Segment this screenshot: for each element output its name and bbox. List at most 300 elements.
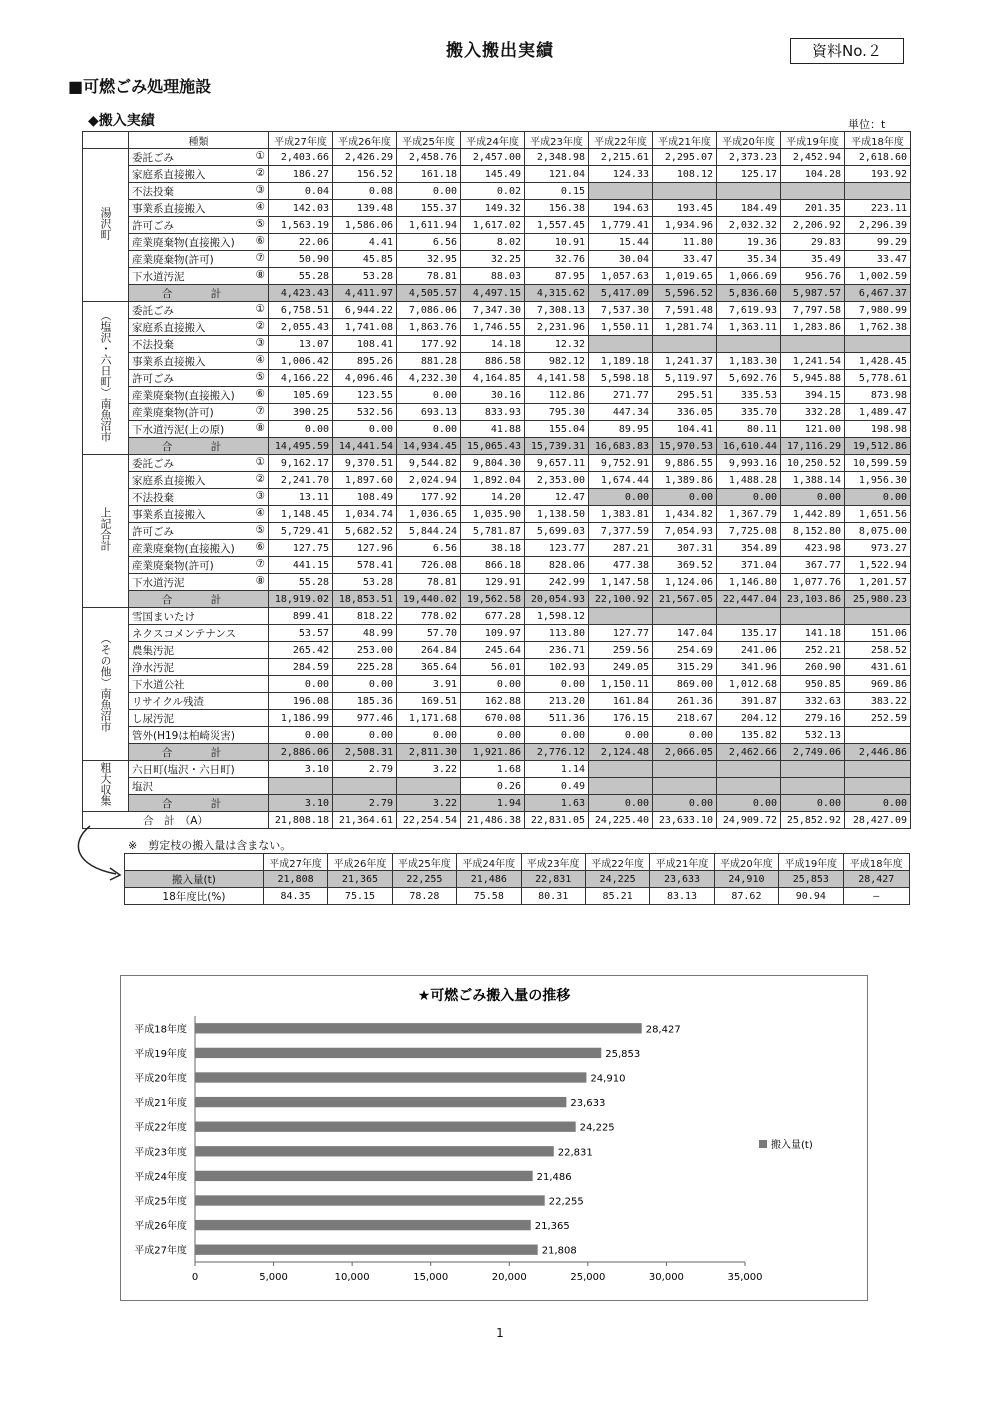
y-category-label: 平成25年度: [134, 1196, 187, 1208]
table-cell: 123.55: [333, 387, 397, 404]
header-year: 平成22年度: [585, 854, 649, 871]
table-cell: 1,138.50: [525, 506, 589, 523]
table-cell: 3.10: [269, 761, 333, 778]
table-cell: 6.56: [397, 540, 461, 557]
table-cell: [589, 183, 653, 200]
group-name: （その他）南魚沼市: [99, 632, 112, 732]
table-cell: 185.36: [333, 693, 397, 710]
row-label: [129, 608, 269, 625]
row-label-text: 産業廃棄物(直接搬入): [132, 236, 235, 249]
table-cell: 982.12: [525, 353, 589, 370]
table-cell: 198.98: [845, 421, 911, 438]
table-cell: 0.00: [525, 727, 589, 744]
row-label: [129, 472, 269, 489]
table-cell: 15.44: [589, 234, 653, 251]
table-cell: [845, 727, 911, 744]
row-label-text: 委託ごみ: [132, 304, 174, 317]
total-cell: 21,567.05: [653, 591, 717, 608]
row-marker: ①: [255, 302, 265, 315]
chart-bar: [195, 1048, 601, 1058]
table-cell: 7,725.08: [717, 523, 781, 540]
table-cell: 315.29: [653, 659, 717, 676]
table-cell: 5,682.52: [333, 523, 397, 540]
table-row: [83, 217, 911, 234]
table-cell: 194.63: [589, 200, 653, 217]
table-cell: 1,186.99: [269, 710, 333, 727]
total-cell: 0.00: [653, 795, 717, 812]
table-cell: 532.56: [333, 404, 397, 421]
group-total-row: [83, 438, 911, 455]
table-cell: 9,804.30: [461, 455, 525, 472]
row-label-text: 浄水汚泥: [132, 661, 174, 674]
table-cell: 0.00: [333, 421, 397, 438]
bar-value-label: 23,633: [570, 1098, 606, 1110]
table-cell: 5,844.24: [397, 523, 461, 540]
table-cell: 108.41: [333, 336, 397, 353]
table-cell: 0.00: [717, 489, 781, 506]
table-row: [83, 778, 911, 795]
total-cell: 4,497.15: [461, 285, 525, 302]
table-cell: 307.31: [653, 540, 717, 557]
bar-value-label: 21,808: [541, 1245, 577, 1257]
table-cell: 45.85: [333, 251, 397, 268]
table-cell: [653, 336, 717, 353]
table-cell: 7,591.48: [653, 302, 717, 319]
table-cell: 1,189.18: [589, 353, 653, 370]
y-category-label: 平成24年度: [134, 1171, 187, 1183]
table-cell: 55.28: [269, 574, 333, 591]
table-cell: 2.79: [333, 761, 397, 778]
summary-row: [125, 871, 910, 888]
table-cell: 252.21: [781, 642, 845, 659]
table-cell: 332.28: [781, 404, 845, 421]
row-marker: ⑤: [255, 217, 265, 230]
table-cell: 33.47: [845, 251, 911, 268]
header-year: 平成26年度: [328, 854, 392, 871]
table-row: [83, 268, 911, 285]
table-cell: 162.88: [461, 693, 525, 710]
table-cell: 141.18: [781, 625, 845, 642]
table-cell: 1,057.63: [589, 268, 653, 285]
total-cell: 3.22: [397, 795, 461, 812]
table-cell: 7,797.58: [781, 302, 845, 319]
total-cell: 16,683.83: [589, 438, 653, 455]
unit-label: 単位：t: [848, 118, 886, 131]
header-year: 平成21年度: [650, 854, 714, 871]
row-label: [129, 523, 269, 540]
table-cell: 4,164.85: [461, 370, 525, 387]
table-cell: 369.52: [653, 557, 717, 574]
table-cell: 335.70: [717, 404, 781, 421]
table-cell: 5,119.97: [653, 370, 717, 387]
table-cell: 7,980.99: [845, 302, 911, 319]
table-cell: 6,944.22: [333, 302, 397, 319]
table-note: ※ 剪定枝の搬入量は含まない。: [128, 839, 292, 852]
total-cell: 18,919.02: [269, 591, 333, 608]
summary-cell: 21,486: [457, 871, 521, 888]
row-label: [129, 710, 269, 727]
table-cell: 726.08: [397, 557, 461, 574]
table-cell: 0.00: [397, 727, 461, 744]
table-cell: 1,036.65: [397, 506, 461, 523]
row-label-text: 委託ごみ: [132, 151, 174, 164]
row-label-text: 下水道公社: [132, 678, 185, 691]
table-cell: 8,075.00: [845, 523, 911, 540]
table-cell: 223.11: [845, 200, 911, 217]
row-marker: ⑤: [255, 523, 265, 536]
table-cell: 14.18: [461, 336, 525, 353]
table-cell: 3.22: [397, 761, 461, 778]
table-cell: 0.00: [333, 676, 397, 693]
table-cell: 670.08: [461, 710, 525, 727]
table-cell: 1,956.30: [845, 472, 911, 489]
table-cell: 1,034.74: [333, 506, 397, 523]
table-cell: [717, 778, 781, 795]
table-cell: 41.88: [461, 421, 525, 438]
row-label: [129, 557, 269, 574]
table-cell: 241.06: [717, 642, 781, 659]
header-year: 平成18年度: [843, 854, 909, 871]
table-cell: 3.91: [397, 676, 461, 693]
table-cell: 0.00: [653, 727, 717, 744]
table-cell: 1,150.11: [589, 676, 653, 693]
group-total-row: [83, 744, 911, 761]
table-cell: 9,544.82: [397, 455, 461, 472]
table-cell: 4,096.46: [333, 370, 397, 387]
row-label: [129, 506, 269, 523]
summary-cell: 25,853: [779, 871, 843, 888]
table-header-row: [83, 132, 911, 149]
table-cell: 102.93: [525, 659, 589, 676]
table-cell: [781, 183, 845, 200]
table-cell: 11.80: [653, 234, 717, 251]
row-marker: ⑧: [255, 421, 265, 434]
chart-canvas: [121, 976, 867, 1300]
table-cell: 10,250.52: [781, 455, 845, 472]
summary-header-row: [125, 854, 910, 871]
table-cell: 0.00: [589, 727, 653, 744]
subsection-title: ◆搬入実績: [88, 113, 155, 129]
summary-corner: [125, 854, 264, 871]
total-cell: 15,970.53: [653, 438, 717, 455]
table-cell: 336.05: [653, 404, 717, 421]
table-cell: 1,006.42: [269, 353, 333, 370]
table-cell: 899.41: [269, 608, 333, 625]
row-label-text: 事業系直接搬入: [132, 202, 206, 215]
row-label-text: 許可ごみ: [132, 219, 174, 232]
total-cell: 2,066.05: [653, 744, 717, 761]
table-cell: 4.41: [333, 234, 397, 251]
table-cell: 0.00: [525, 676, 589, 693]
table-cell: 161.18: [397, 166, 461, 183]
table-cell: 1.14: [525, 761, 589, 778]
table-row: [83, 183, 911, 200]
chart-title: ★可燃ごみ搬入量の推移: [417, 988, 571, 1004]
group-label: [83, 455, 129, 608]
table-row: [83, 302, 911, 319]
table-cell: 104.41: [653, 421, 717, 438]
table-cell: 1,147.58: [589, 574, 653, 591]
table-cell: 1,367.79: [717, 506, 781, 523]
total-cell: 2.79: [333, 795, 397, 812]
table-cell: [845, 608, 911, 625]
row-marker: ⑥: [255, 387, 265, 400]
table-cell: 6,758.51: [269, 302, 333, 319]
total-cell: 15,739.31: [525, 438, 589, 455]
table-cell: 1,746.55: [461, 319, 525, 336]
grand-total-label: 合 計 （A）: [83, 812, 269, 829]
row-label-text: 許可ごみ: [132, 372, 174, 385]
table-cell: 977.46: [333, 710, 397, 727]
total-cell: 5,596.52: [653, 285, 717, 302]
row-marker: ⑥: [255, 234, 265, 247]
row-label: [129, 642, 269, 659]
document-reference-box: 資料No.２: [790, 38, 904, 64]
table-cell: 109.97: [461, 625, 525, 642]
table-cell: 1,434.82: [653, 506, 717, 523]
table-cell: 973.27: [845, 540, 911, 557]
group-name: 粗大収集: [99, 762, 112, 806]
table-cell: 147.04: [653, 625, 717, 642]
total-cell: 5,417.09: [589, 285, 653, 302]
table-cell: 5,945.88: [781, 370, 845, 387]
row-label: [129, 200, 269, 217]
grand-total-cell: 23,633.10: [653, 812, 717, 829]
y-category-label: 平成22年度: [134, 1122, 187, 1134]
row-label: [129, 761, 269, 778]
row-label: [129, 302, 269, 319]
page-number: 1: [496, 1326, 504, 1340]
table-cell: 236.71: [525, 642, 589, 659]
row-marker: ⑧: [255, 268, 265, 281]
table-cell: [653, 761, 717, 778]
table-row: [83, 727, 911, 744]
row-marker: ②: [255, 166, 265, 179]
table-cell: [589, 608, 653, 625]
table-row: [83, 472, 911, 489]
header-year: 平成27年度: [263, 854, 327, 871]
table-row: [83, 149, 911, 166]
x-tick-label: 10,000: [334, 1272, 370, 1283]
total-cell: 4,315.62: [525, 285, 589, 302]
table-cell: 7,054.93: [653, 523, 717, 540]
table-row: [83, 676, 911, 693]
total-cell: 5,987.57: [781, 285, 845, 302]
total-cell: 2,749.06: [781, 744, 845, 761]
table-row: [83, 557, 911, 574]
table-cell: 441.15: [269, 557, 333, 574]
table-cell: 104.28: [781, 166, 845, 183]
table-row: [83, 370, 911, 387]
table-cell: 5,729.41: [269, 523, 333, 540]
table-cell: 201.35: [781, 200, 845, 217]
bar-value-label: 22,255: [548, 1196, 584, 1208]
table-cell: 35.34: [717, 251, 781, 268]
table-row: [83, 200, 911, 217]
table-cell: 193.92: [845, 166, 911, 183]
total-cell: 2,462.66: [717, 744, 781, 761]
table-cell: 5,699.03: [525, 523, 589, 540]
group-name: 上記合計: [99, 507, 112, 551]
table-cell: 2,348.98: [525, 149, 589, 166]
table-cell: 1,077.76: [781, 574, 845, 591]
table-cell: 1,363.11: [717, 319, 781, 336]
table-cell: 142.03: [269, 200, 333, 217]
table-cell: 0.08: [333, 183, 397, 200]
table-cell: 677.28: [461, 608, 525, 625]
table-cell: 254.69: [653, 642, 717, 659]
table-cell: 2,426.29: [333, 149, 397, 166]
group-name: （塩沢・六日町）南魚沼市: [99, 310, 112, 442]
table-row: [83, 523, 911, 540]
table-cell: [653, 183, 717, 200]
table-cell: 2,353.00: [525, 472, 589, 489]
bar-value-label: 25,853: [605, 1048, 641, 1060]
summary-cell: 84.35: [263, 888, 327, 905]
row-label: [129, 676, 269, 693]
table-cell: 1,489.47: [845, 404, 911, 421]
table-cell: 0.02: [461, 183, 525, 200]
chart-bar: [195, 1072, 586, 1082]
table-cell: 886.58: [461, 353, 525, 370]
section-title: ■可燃ごみ処理施設: [68, 77, 212, 96]
table-cell: 155.04: [525, 421, 589, 438]
table-cell: 127.75: [269, 540, 333, 557]
x-tick-label: 20,000: [491, 1272, 527, 1283]
table-row: [83, 659, 911, 676]
intake-table: [82, 131, 911, 829]
total-cell: 22,100.92: [589, 591, 653, 608]
table-cell: 249.05: [589, 659, 653, 676]
row-label-text: 産業廃棄物(許可): [132, 406, 214, 419]
table-cell: 139.48: [333, 200, 397, 217]
table-cell: 0.00: [653, 489, 717, 506]
table-cell: 19.36: [717, 234, 781, 251]
group-label: [83, 302, 129, 455]
table-cell: 818.22: [333, 608, 397, 625]
table-cell: 2,618.60: [845, 149, 911, 166]
x-tick-label: 15,000: [413, 1272, 449, 1283]
group-total-row: [83, 795, 911, 812]
table-cell: [589, 761, 653, 778]
row-marker: ③: [255, 336, 265, 349]
table-cell: 447.34: [589, 404, 653, 421]
x-tick-label: 35,000: [727, 1272, 763, 1283]
table-cell: 1,171.68: [397, 710, 461, 727]
total-cell: 2,124.48: [589, 744, 653, 761]
table-cell: 1,012.68: [717, 676, 781, 693]
table-cell: 2,231.96: [525, 319, 589, 336]
table-row: [83, 387, 911, 404]
table-cell: 2,032.32: [717, 217, 781, 234]
table-cell: 0.49: [525, 778, 589, 795]
table-cell: 2,452.94: [781, 149, 845, 166]
table-cell: 9,370.51: [333, 455, 397, 472]
table-cell: 135.82: [717, 727, 781, 744]
table-cell: 1,066.69: [717, 268, 781, 285]
table-cell: 390.25: [269, 404, 333, 421]
table-cell: 1,617.02: [461, 217, 525, 234]
grand-total-cell: 21,364.61: [333, 812, 397, 829]
row-marker: ⑥: [255, 540, 265, 553]
total-cell: 4,423.43: [269, 285, 333, 302]
grand-total-cell: 21,808.18: [269, 812, 333, 829]
row-label-text: 産業廃棄物(許可): [132, 253, 214, 266]
summary-cell: 28,427: [843, 871, 909, 888]
table-cell: 1,019.65: [653, 268, 717, 285]
table-cell: 1,281.74: [653, 319, 717, 336]
table-cell: 1,741.08: [333, 319, 397, 336]
row-label-text: 下水道汚泥: [132, 270, 185, 283]
table-cell: 30.04: [589, 251, 653, 268]
row-label: [129, 319, 269, 336]
table-cell: 176.15: [589, 710, 653, 727]
table-cell: 1,383.81: [589, 506, 653, 523]
table-cell: 371.04: [717, 557, 781, 574]
table-cell: 1,550.11: [589, 319, 653, 336]
table-cell: [589, 336, 653, 353]
table-cell: 828.06: [525, 557, 589, 574]
table-cell: 112.86: [525, 387, 589, 404]
total-cell: 4,505.57: [397, 285, 461, 302]
table-cell: 2,241.70: [269, 472, 333, 489]
row-marker: ①: [255, 149, 265, 162]
summary-label: 18年度比(%): [125, 888, 264, 905]
table-cell: 1,892.04: [461, 472, 525, 489]
table-cell: 869.00: [653, 676, 717, 693]
table-row: [83, 404, 911, 421]
table-cell: 125.17: [717, 166, 781, 183]
table-cell: 2,215.61: [589, 149, 653, 166]
table-row: [83, 506, 911, 523]
table-cell: 4,232.30: [397, 370, 461, 387]
table-cell: 6.56: [397, 234, 461, 251]
row-marker: ④: [255, 506, 265, 519]
table-cell: 78.81: [397, 574, 461, 591]
table-cell: 341.96: [717, 659, 781, 676]
table-cell: 1,488.28: [717, 472, 781, 489]
table-cell: 218.67: [653, 710, 717, 727]
table-cell: [397, 778, 461, 795]
bar-value-label: 24,910: [590, 1073, 626, 1085]
row-marker: ①: [255, 455, 265, 468]
summary-cell: 75.58: [457, 888, 521, 905]
table-row: [83, 336, 911, 353]
table-cell: 1,863.76: [397, 319, 461, 336]
summary-cell: 22,255: [392, 871, 456, 888]
group-label: [83, 149, 129, 302]
table-cell: [781, 336, 845, 353]
summary-cell: 83.13: [650, 888, 714, 905]
table-cell: [653, 608, 717, 625]
table-row: [83, 574, 911, 591]
table-cell: 177.92: [397, 336, 461, 353]
header-year: 平成26年度: [333, 132, 397, 149]
grand-total-cell: 22,254.54: [397, 812, 461, 829]
table-cell: 9,162.17: [269, 455, 333, 472]
table-cell: 7,537.30: [589, 302, 653, 319]
header-year: 平成25年度: [397, 132, 461, 149]
table-cell: 32.76: [525, 251, 589, 268]
table-cell: 284.59: [269, 659, 333, 676]
table-row: [83, 166, 911, 183]
row-label: [129, 693, 269, 710]
table-row: [83, 234, 911, 251]
group-total-row: [83, 591, 911, 608]
table-cell: 7,619.93: [717, 302, 781, 319]
table-cell: 5,598.18: [589, 370, 653, 387]
table-cell: 895.26: [333, 353, 397, 370]
